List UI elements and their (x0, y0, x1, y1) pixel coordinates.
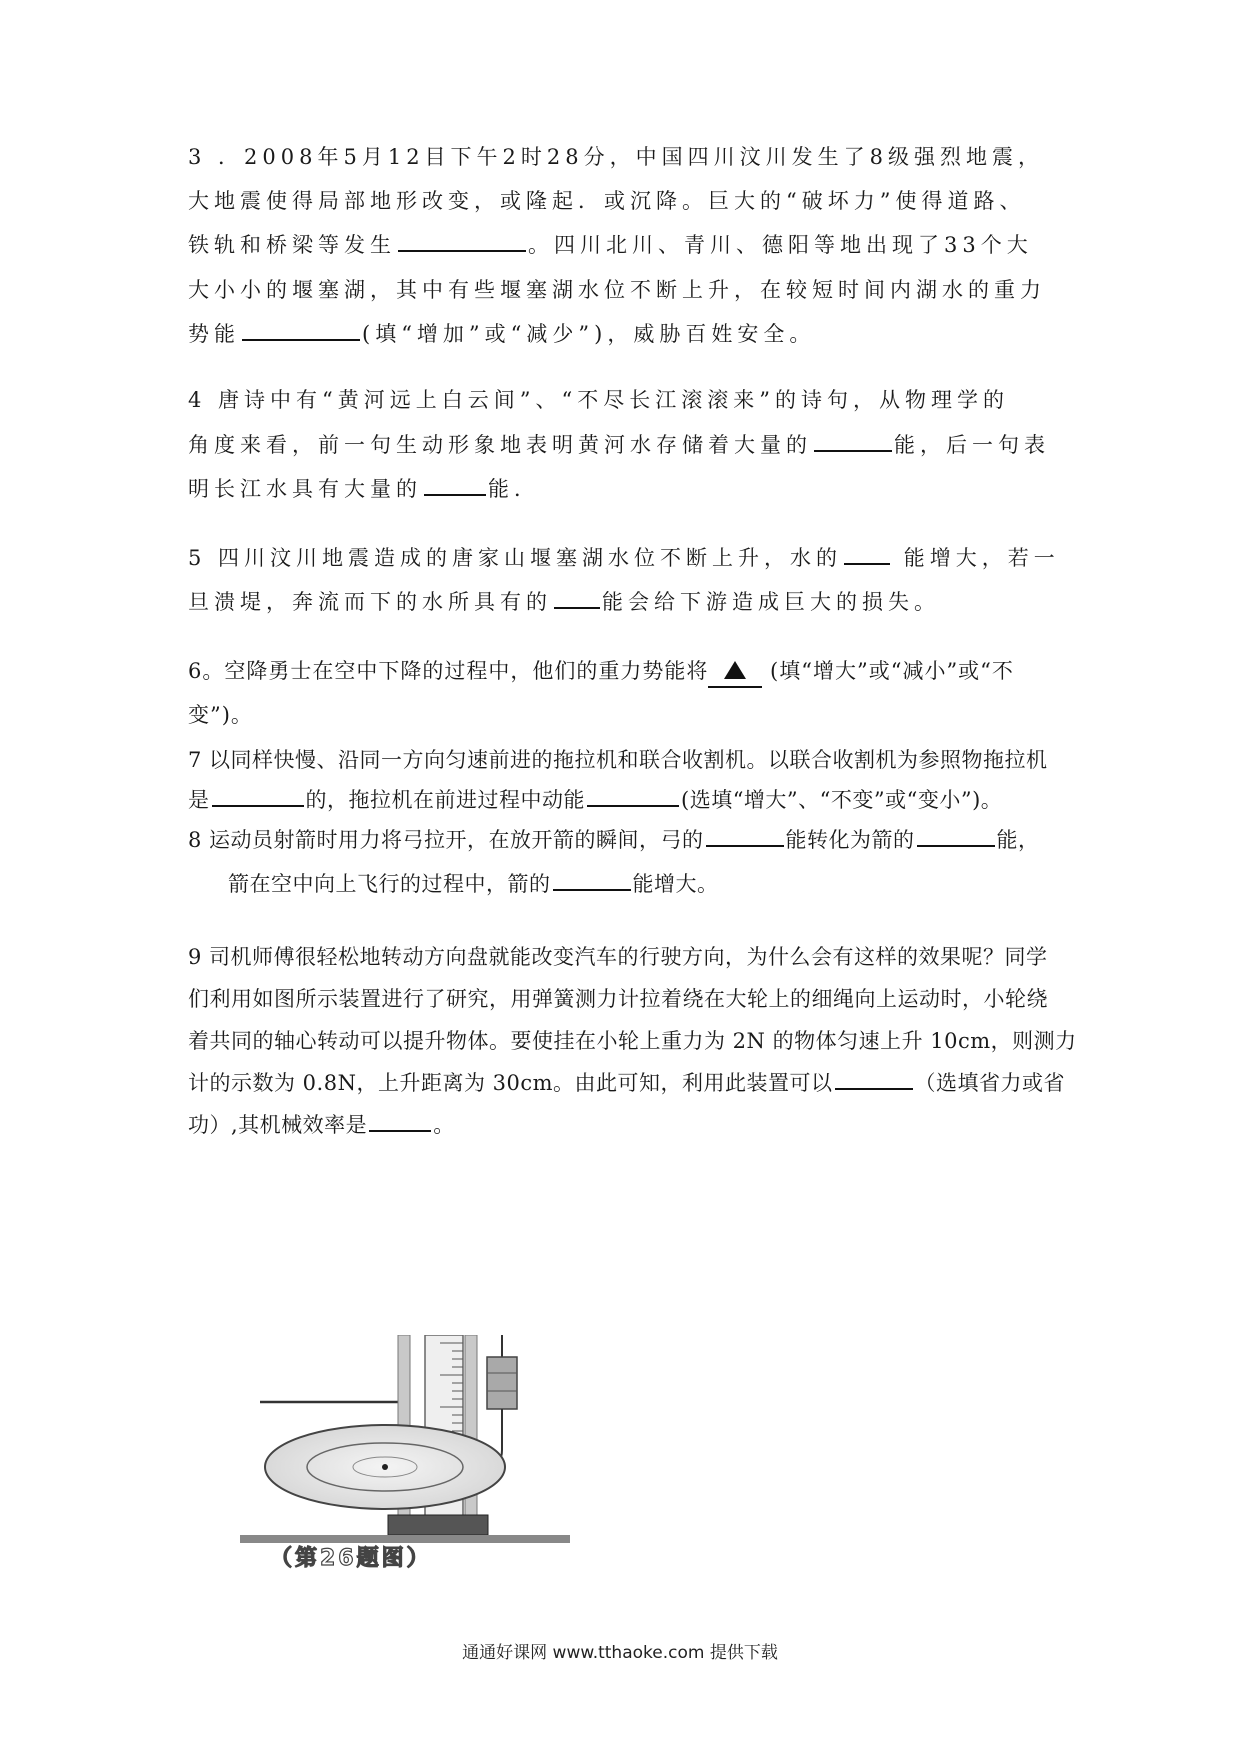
triangle-icon (724, 661, 746, 679)
q5-line-1-text-a: 5 四川汶川地震造成的唐家山堰塞湖水位不断上升，水的 (188, 546, 843, 570)
q4-line-3 (188, 474, 540, 504)
answer-blank[interactable] (212, 785, 304, 807)
q9-line-4-text-b: （选填省力或省 (914, 1071, 1066, 1095)
answer-blank[interactable] (835, 1068, 913, 1090)
q9-line-5-text-a: 功）,其机械效率是 (188, 1113, 368, 1137)
answer-blank[interactable] (369, 1110, 431, 1132)
base-plate (240, 1535, 570, 1543)
q5-line-2-text-b: 能会给下游造成巨大的损失。 (602, 590, 940, 614)
q8-line-1-text-b: 能转化为箭的 (785, 828, 915, 852)
q3-line-5-text-a: 势能 (188, 322, 240, 346)
answer-blank[interactable] (554, 587, 600, 609)
q5-line-1 (188, 543, 1060, 573)
q4-line-3-text-a: 明长江水具有大量的 (188, 477, 422, 501)
q3-line-3-text-b: 。四川北川、青川、德阳等地出现了33个大 (528, 233, 1033, 257)
q9-line-5 (188, 1110, 455, 1140)
q4-line-2 (188, 430, 1050, 460)
q9-line-4 (188, 1068, 1065, 1098)
q8-line-1-text-c: 能， (996, 828, 1040, 852)
q6-line-1-text-a: 6。空降勇士在空中下降的过程中，他们的重力势能将 (188, 659, 709, 683)
q4-line-2-text-a: 角度来看，前一句生动形象地表明黄河水存储着大量的 (188, 433, 812, 457)
q4-line-2-text-b: 能，后一句表 (894, 433, 1050, 457)
answer-blank[interactable] (706, 825, 784, 847)
q8-line-1 (188, 825, 1040, 855)
q9-line-3: 着共同的轴心转动可以提升物体。要使挂在小轮上重力为 2N 的物体匀速上升 10cm，则测力 (188, 1029, 1077, 1053)
answer-blank[interactable] (398, 230, 526, 252)
q8-line-2-text-a: 箭在空中向上飞行的过程中，箭的 (228, 872, 551, 896)
q8-line-2-text-b: 能增大。 (632, 872, 719, 896)
axle-center (382, 1464, 388, 1470)
answer-blank[interactable] (708, 656, 762, 688)
q3-line-4: 大小小的堰塞湖，其中有些堰塞湖水位不断上升，在较短时间内湖水的重力 (188, 278, 1046, 302)
q4-line-3-text-b: 能． (488, 477, 540, 501)
q7-line-2 (188, 785, 1002, 815)
q3-line-3-text-a: 铁轨和桥梁等发生 (188, 233, 396, 257)
answer-blank[interactable] (553, 869, 631, 891)
figure-caption: （第26题图） (270, 1546, 432, 1570)
wheel-axle-diagram (240, 1335, 670, 1570)
q7-line-2-text-b: 的，拖拉机在前进过程中动能 (305, 788, 585, 812)
answer-blank[interactable] (844, 543, 890, 565)
answer-blank[interactable] (424, 474, 486, 496)
q3-line-1: 3 ．2008年5月12目下午2时28分，中国四川汶川发生了8级强烈地震， (188, 145, 1045, 169)
hanging-weight (487, 1357, 517, 1409)
q3-line-5-text-b: (填“增加”或“减少”)，威胁百姓安全。 (362, 322, 816, 346)
q8-line-1-text-a: 8 运动员射箭时用力将弓拉开，在放开箭的瞬间，弓的 (188, 828, 704, 852)
answer-blank[interactable] (587, 785, 679, 807)
q5-line-2-text-a: 旦溃堤，奔流而下的水所具有的 (188, 590, 552, 614)
q3-line-5 (188, 319, 815, 349)
q7-line-2-text-c: (选填“增大”、“不变”或“变小”)。 (681, 788, 1003, 812)
answer-blank[interactable] (917, 825, 995, 847)
wheel-axle-figure (240, 1335, 670, 1570)
base-block (388, 1515, 488, 1535)
q9-line-2: 们利用如图所示装置进行了研究，用弹簧测力计拉着绕在大轮上的细绳向上运动时，小轮绕 (188, 987, 1048, 1011)
q9-line-4-text-a: 计的示数为 0.8N，上升距离为 30cm。由此可知，利用此装置可以 (188, 1071, 833, 1095)
q6-line-1-text-b: (填“增大”或“减小”或“不 (770, 659, 1014, 683)
q5-line-1-text-b: 能增大，若一 (903, 546, 1060, 570)
q4-line-1: 4 唐诗中有“黄河远上白云间”、“不尽长江滚滚来”的诗句，从物理学的 (188, 388, 1009, 412)
answer-blank[interactable] (814, 430, 892, 452)
q6-line-1 (188, 656, 1014, 688)
page-footer: 通通好课网 www.tthaoke.com 提供下载 (462, 1643, 778, 1663)
q3-line-3 (188, 230, 1033, 260)
q9-line-1: 9 司机师傅很轻松地转动方向盘就能改变汽车的行驶方向，为什么会有这样的效果呢？同学 (188, 945, 1048, 969)
q6-line-2: 变”)。 (188, 703, 253, 727)
q9-line-5-text-b: 。 (433, 1113, 455, 1137)
q7-line-1: 7 以同样快慢、沿同一方向匀速前进的拖拉机和联合收割机。以联合收割机为参照物拖拉机 (188, 748, 1048, 772)
frame-post (465, 1335, 477, 1530)
q3-line-2: 大地震使得局部地形改变，或隆起．或沉降。巨大的“破坏力”使得道路、 (188, 189, 1026, 213)
q7-line-2-text-a: 是 (188, 788, 210, 812)
q5-line-2 (188, 587, 940, 617)
q8-line-2 (228, 869, 719, 899)
answer-blank[interactable] (242, 319, 360, 341)
